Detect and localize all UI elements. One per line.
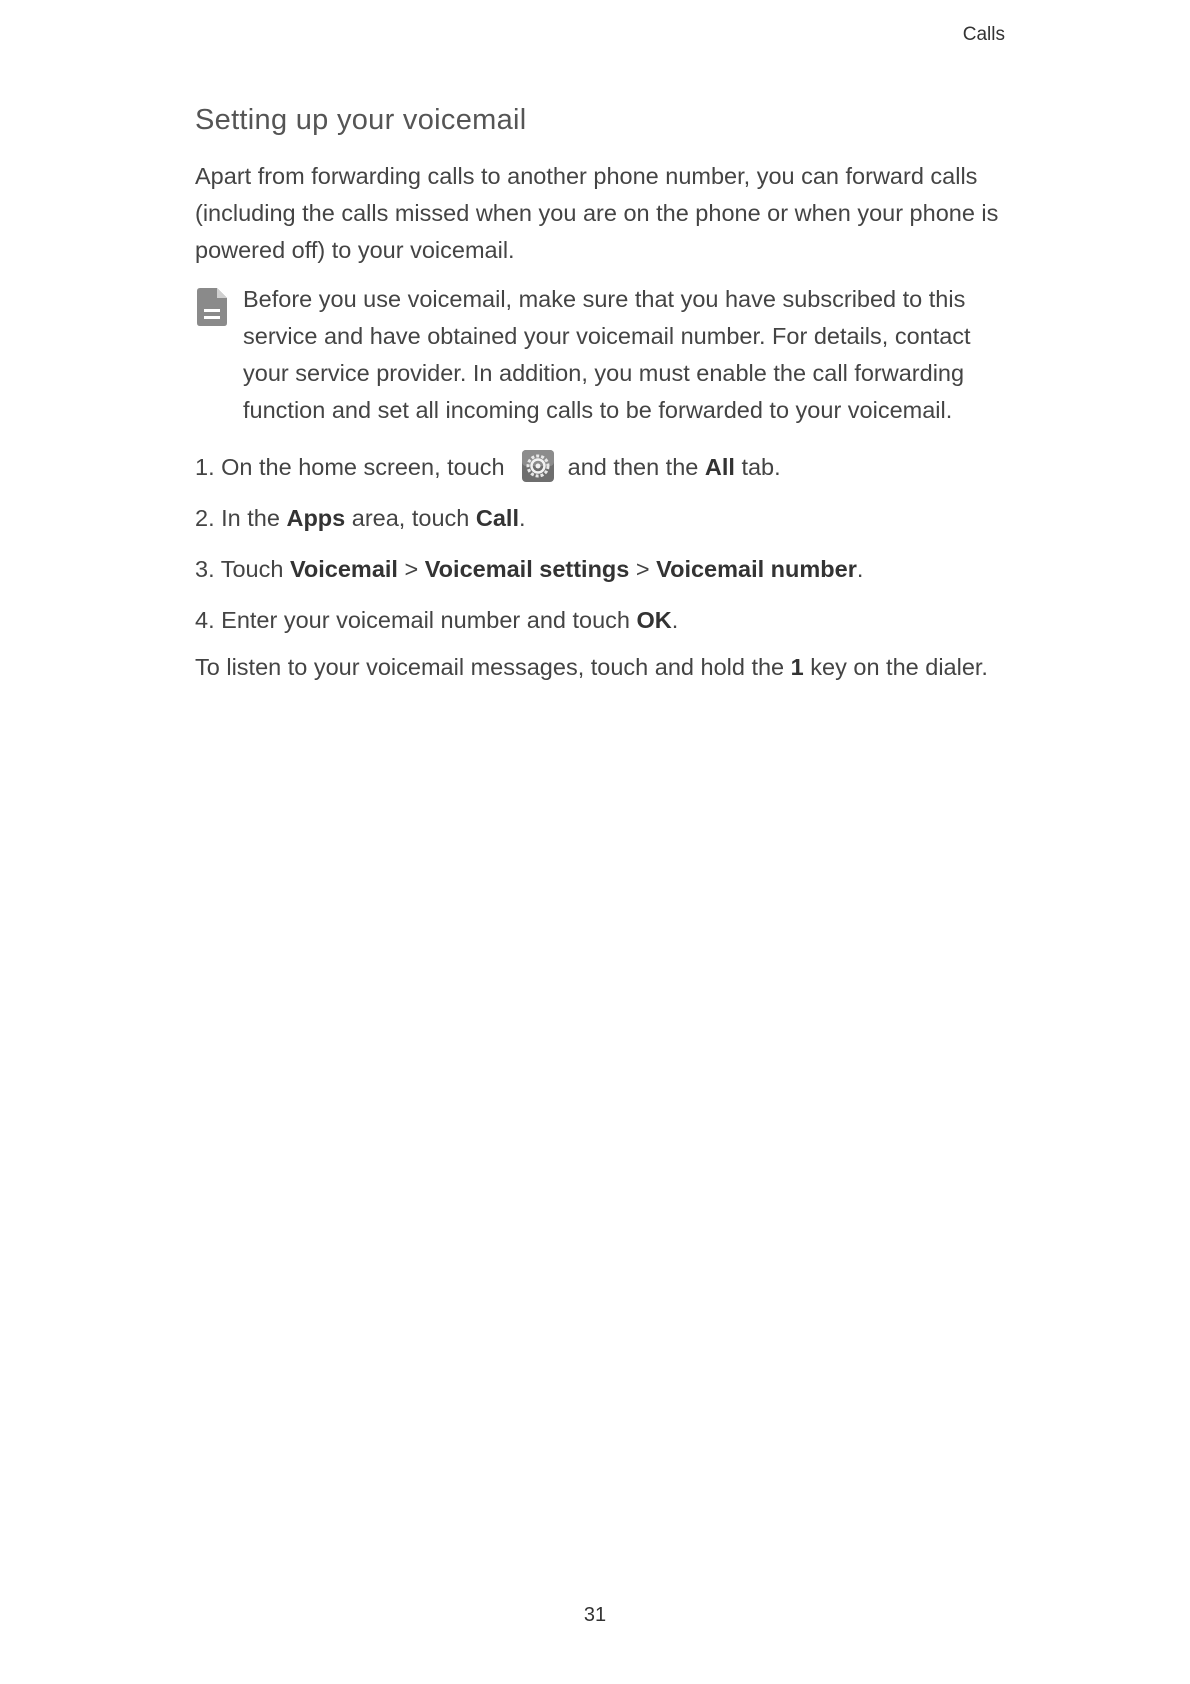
page-number: 31 xyxy=(583,1604,607,1626)
note-icon xyxy=(195,287,229,327)
step-text: Enter your voicemail number and touch xyxy=(221,607,630,633)
note-box xyxy=(195,281,1007,429)
steps-list xyxy=(195,449,1007,638)
step-separator: > xyxy=(404,556,419,582)
step-keyword: Voicemail settings xyxy=(424,556,630,582)
step-text: In the xyxy=(221,505,280,531)
outro-paragraph xyxy=(195,649,1007,685)
page-header-section: Calls xyxy=(962,24,1005,45)
step-text: On the home screen, touch xyxy=(221,454,505,480)
step-keyword: Call xyxy=(475,505,519,531)
step-text: . xyxy=(671,607,679,633)
page-title: Setting up your voicemail xyxy=(195,104,527,136)
step-text: . xyxy=(856,556,864,582)
step-3 xyxy=(195,551,1007,587)
outro-text: To listen to your voicemail messages, touch and hold the xyxy=(195,654,785,680)
step-keyword: All xyxy=(704,454,735,480)
step-number: 2. xyxy=(195,505,215,531)
step-number: 4. xyxy=(195,607,215,633)
step-text: area, touch xyxy=(351,505,470,531)
page-content xyxy=(195,96,1007,685)
step-keyword: Apps xyxy=(286,505,346,531)
step-1 xyxy=(195,449,1007,485)
intro-paragraph: Apart from forwarding calls to another phone number, you can forward calls (including the calls missed when you are on the phone or when your phone is powered off) to your voicemail. xyxy=(195,163,999,263)
step-text: Touch xyxy=(220,556,284,582)
settings-icon xyxy=(521,449,555,483)
step-4 xyxy=(195,602,1007,638)
step-2 xyxy=(195,500,1007,536)
outro-text: key on the dialer. xyxy=(810,654,988,680)
step-keyword: Voicemail xyxy=(289,556,398,582)
step-keyword: OK xyxy=(636,607,672,633)
step-text: . xyxy=(518,505,526,531)
step-separator: > xyxy=(635,556,650,582)
note-text: Before you use voicemail, make sure that you have subscribed to this service and have obtained your voicemail number. For details, contact your service provider. In addition, you must enable the call forwarding function and set all incoming calls to be forwarded to your voicemail. xyxy=(243,286,971,423)
step-text: and then the xyxy=(567,454,699,480)
step-number: 3. xyxy=(195,556,215,582)
step-text: tab. xyxy=(741,454,781,480)
outro-keyword: 1 xyxy=(790,654,804,680)
step-keyword: Voicemail number xyxy=(656,556,857,582)
step-number: 1. xyxy=(195,454,215,480)
